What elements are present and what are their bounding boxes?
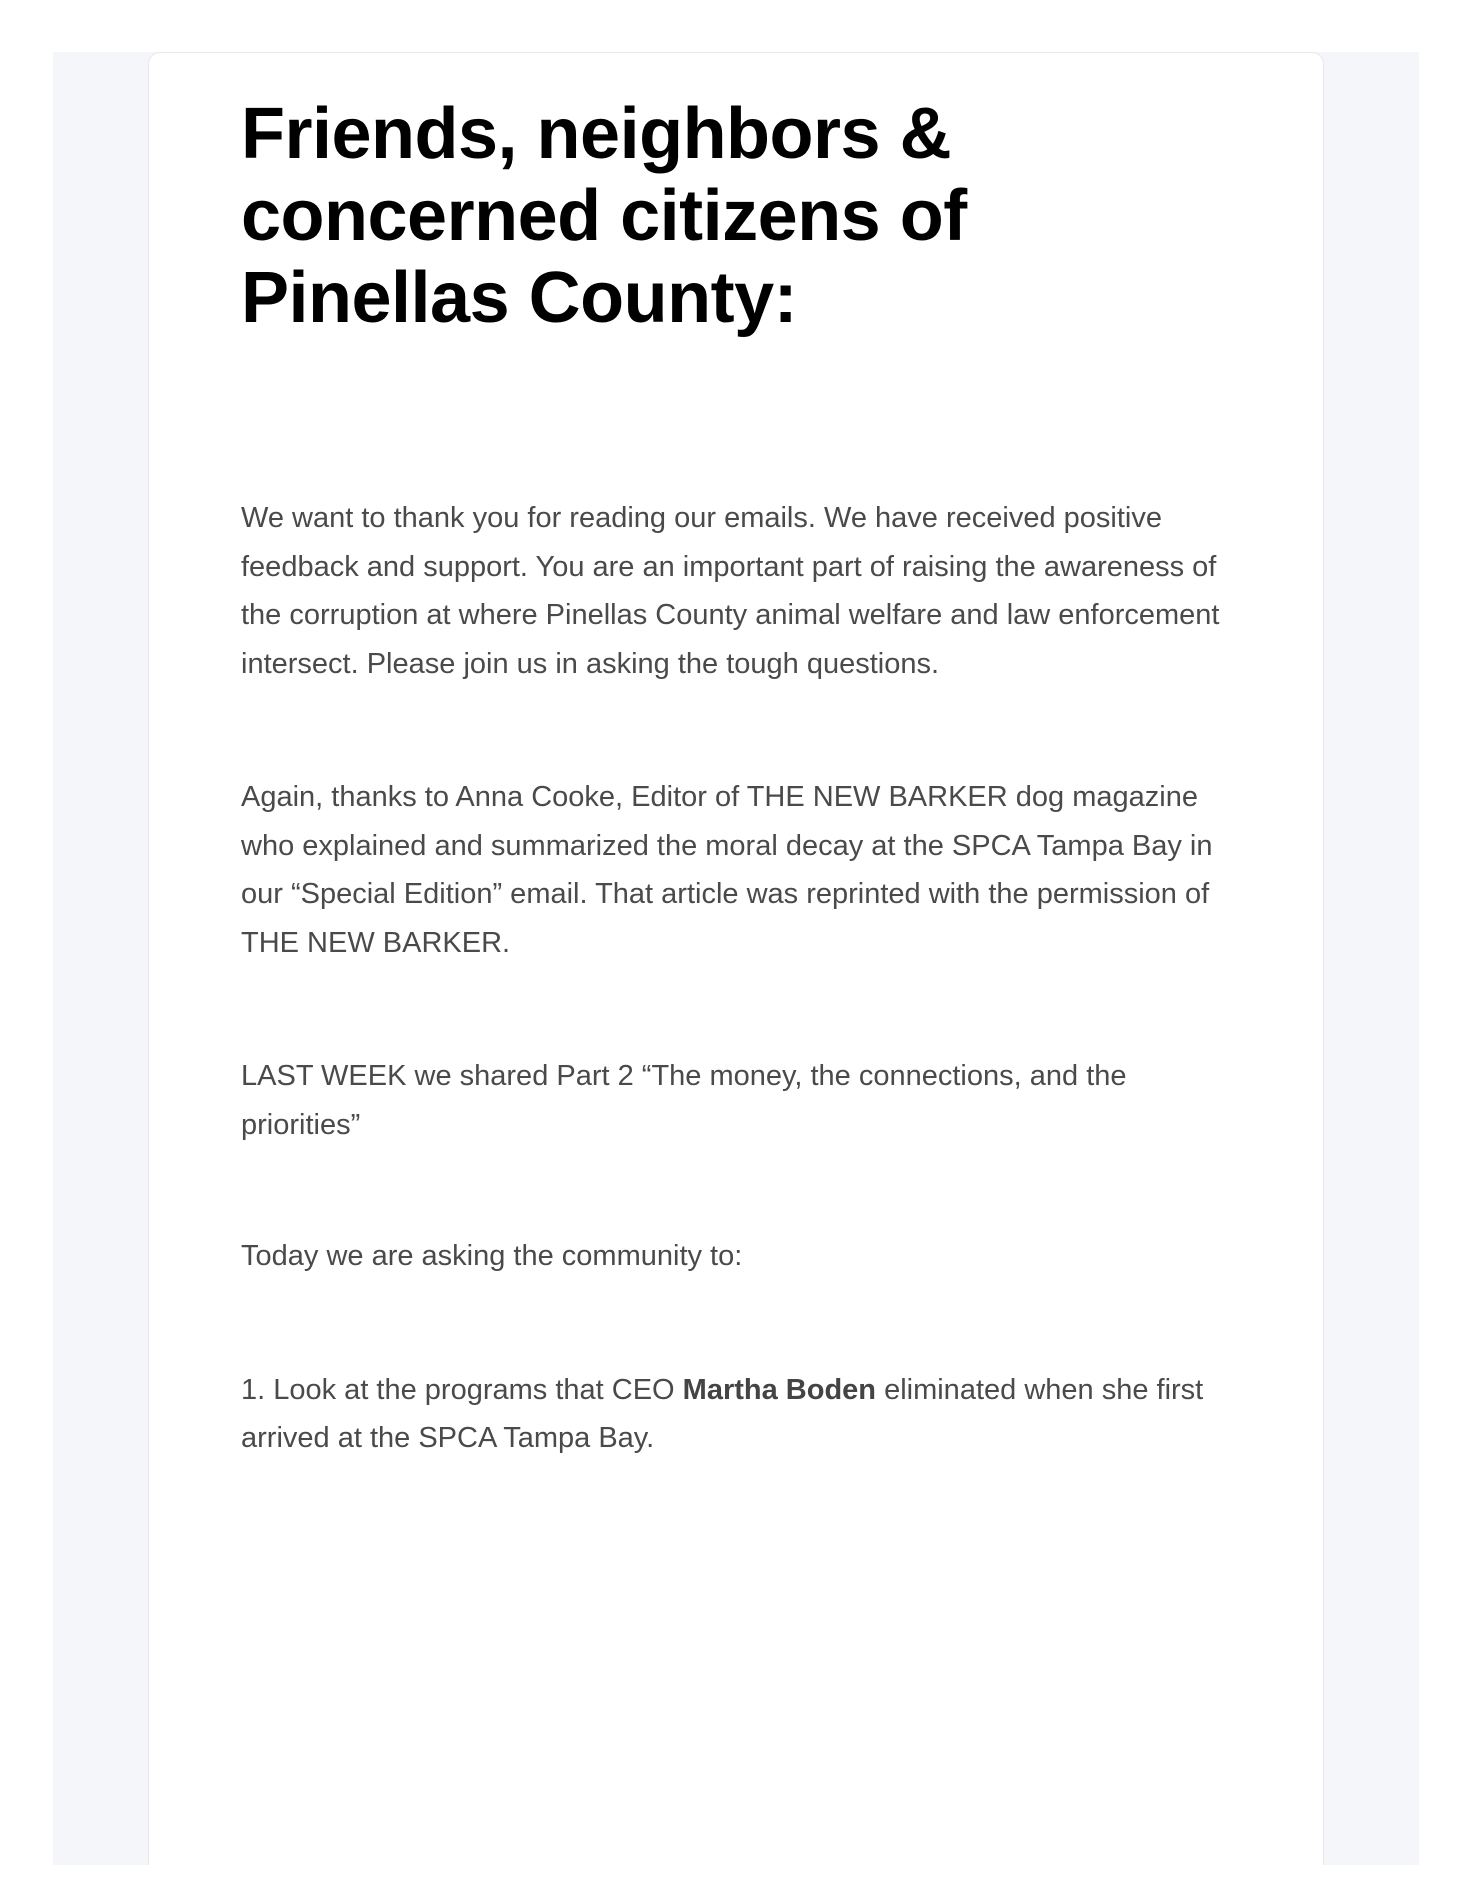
list-item-text-after: eliminated when she first arrived at the SPCA Tampa Bay.: [241, 1373, 1204, 1454]
paragraph-thanks: We want to thank you for reading our emails. We have received positive feedback and support. You are an important part of raising the awareness of the corruption at where Pinellas County animal welfare and law enforcement intersect. Please join us in asking the tough questions.: [241, 502, 1220, 680]
list-item-programs: [241, 1366, 1241, 1463]
email-viewport: [53, 52, 1419, 1865]
paragraph-today: Today we are asking the community to:: [241, 1240, 743, 1272]
email-body-card: [148, 52, 1324, 1865]
paragraph-last-week: LAST WEEK we shared Part 2 “The money, the connections, and the priorities”: [241, 1060, 1127, 1141]
list-item-text-before: 1. Look at the programs that CEO: [241, 1373, 683, 1406]
paragraph-anna-cooke: Again, thanks to Anna Cooke, Editor of THE NEW BARKER dog magazine who explained and summarized the moral decay at the SPCA Tampa Bay in our “Special Edition” email. That article was reprinted with the permission of THE NEW BARKER.: [241, 781, 1213, 959]
ceo-name: Martha Boden: [682, 1373, 877, 1406]
email-content: [241, 93, 1241, 1463]
email-heading: Friends, neighbors & concerned citizens of Pinellas County:: [241, 94, 967, 338]
